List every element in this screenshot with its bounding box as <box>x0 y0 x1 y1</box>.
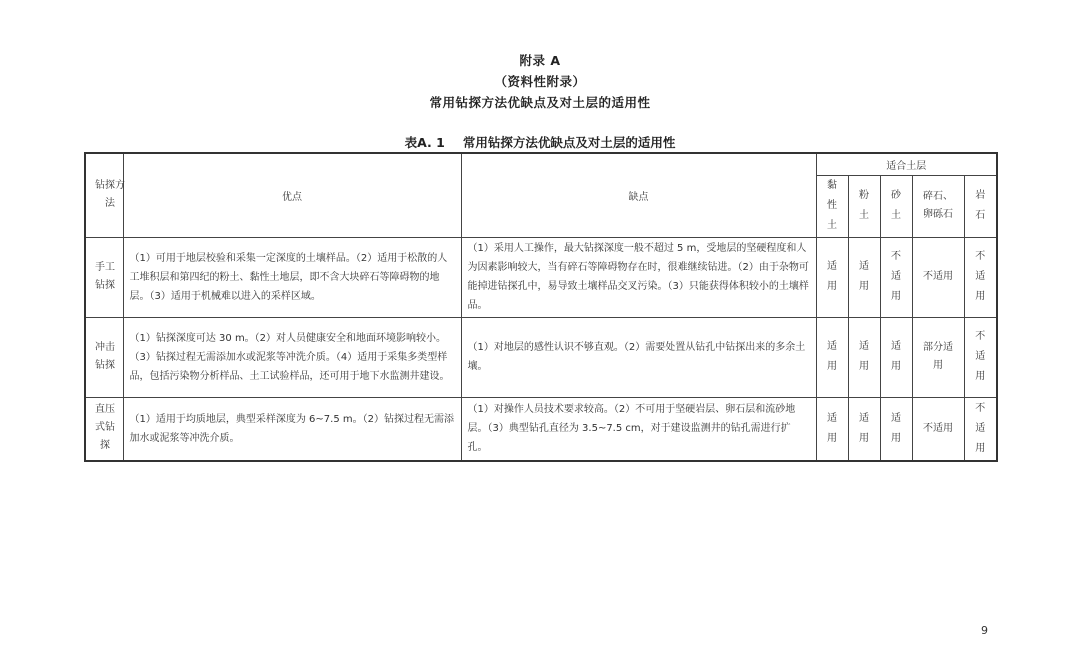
table-row <box>85 317 997 397</box>
silt-fit-cell: 适用 <box>848 397 880 461</box>
sand-fit-cell: 适用 <box>880 397 912 461</box>
header-disadvantages: 缺点 <box>461 153 816 237</box>
gravel-fit-cell: 不适用 <box>912 397 964 461</box>
header-suitable-soil: 适合土层 <box>816 153 997 175</box>
table-caption-title: 常用钻探方法优缺点及对土层的适用性 <box>462 135 676 150</box>
table-caption <box>0 133 1080 151</box>
sand-fit-cell: 适用 <box>880 317 912 397</box>
silt-fit-cell: 适用 <box>848 317 880 397</box>
header-advantages: 优点 <box>123 153 461 237</box>
rock-fit-cell: 不适用 <box>964 397 997 461</box>
page-number: 9 <box>981 624 988 637</box>
table-row <box>85 237 997 317</box>
header-row-1 <box>85 153 997 175</box>
header-silt: 粉土 <box>848 175 880 237</box>
disadvantages-cell: （1）对地层的感性认识不够直观。（2）需要处置从钻孔中钻探出来的多余土壤。 <box>461 317 816 397</box>
appendix-nature: （资料性附录） <box>494 74 586 89</box>
gravel-fit-cell: 不适用 <box>912 237 964 317</box>
disadvantages-cell: （1）对操作人员技术要求较高。（2）不可用于坚硬岩层、卵石层和流砂地层。（3）典型钻孔直径为 3.5~7.5 cm，对于建设监测井的钻孔需进行扩孔。 <box>461 397 816 461</box>
appendix-title: 常用钻探方法优缺点及对土层的适用性 <box>429 95 651 110</box>
advantages-cell: （1）适用于均质地层，典型采样深度为 6~7.5 m。（2）钻探过程无需添加水或泥浆等冲洗介质。 <box>123 397 461 461</box>
table-caption-number: 表A. 1 <box>404 135 445 150</box>
clay-fit-cell: 适用 <box>816 397 848 461</box>
header-rock: 岩石 <box>964 175 997 237</box>
clay-fit-cell: 适用 <box>816 237 848 317</box>
clay-fit-cell: 适用 <box>816 317 848 397</box>
rock-fit-cell: 不适用 <box>964 317 997 397</box>
header-gravel: 碎石、卵砾石 <box>912 175 964 237</box>
rock-fit-cell: 不适用 <box>964 237 997 317</box>
header-clay: 黏性土 <box>816 175 848 237</box>
drilling-methods-table <box>84 152 998 462</box>
header-method: 钻探方法 <box>85 153 123 237</box>
method-cell: 冲击钻探 <box>85 317 123 397</box>
advantages-cell: （1）可用于地层校验和采集一定深度的土壤样品。（2）适用于松散的人工堆积层和第四纪的粉土、黏性土地层，即不含大块碎石等障碍物的地层。（3）适用于机械难以进入的采样区域。 <box>123 237 461 317</box>
appendix-label: 附录 A <box>519 53 561 68</box>
table-row <box>85 397 997 461</box>
disadvantages-cell: （1）采用人工操作，最大钻探深度一般不超过 5 m，受地层的坚硬程度和人为因素影响较大，当有碎石等障碍物存在时，很难继续钻进。（2）由于杂物可能掉进钻探孔中，易导致土壤样品交叉污染。（3）只能获得体积较小的土壤样品。 <box>461 237 816 317</box>
method-cell: 手工钻探 <box>85 237 123 317</box>
appendix-heading <box>0 50 1080 113</box>
method-cell: 直压式钻探 <box>85 397 123 461</box>
sand-fit-cell: 不适用 <box>880 237 912 317</box>
silt-fit-cell: 适用 <box>848 237 880 317</box>
advantages-cell: （1）钻探深度可达 30 m。（2）对人员健康安全和地面环境影响较小。（3）钻探过程无需添加水或泥浆等冲洗介质。（4）适用于采集多类型样品，包括污染物分析样品、土工试验样品，还可用于地下水监测井建设。 <box>123 317 461 397</box>
header-sand: 砂土 <box>880 175 912 237</box>
gravel-fit-cell: 部分适用 <box>912 317 964 397</box>
